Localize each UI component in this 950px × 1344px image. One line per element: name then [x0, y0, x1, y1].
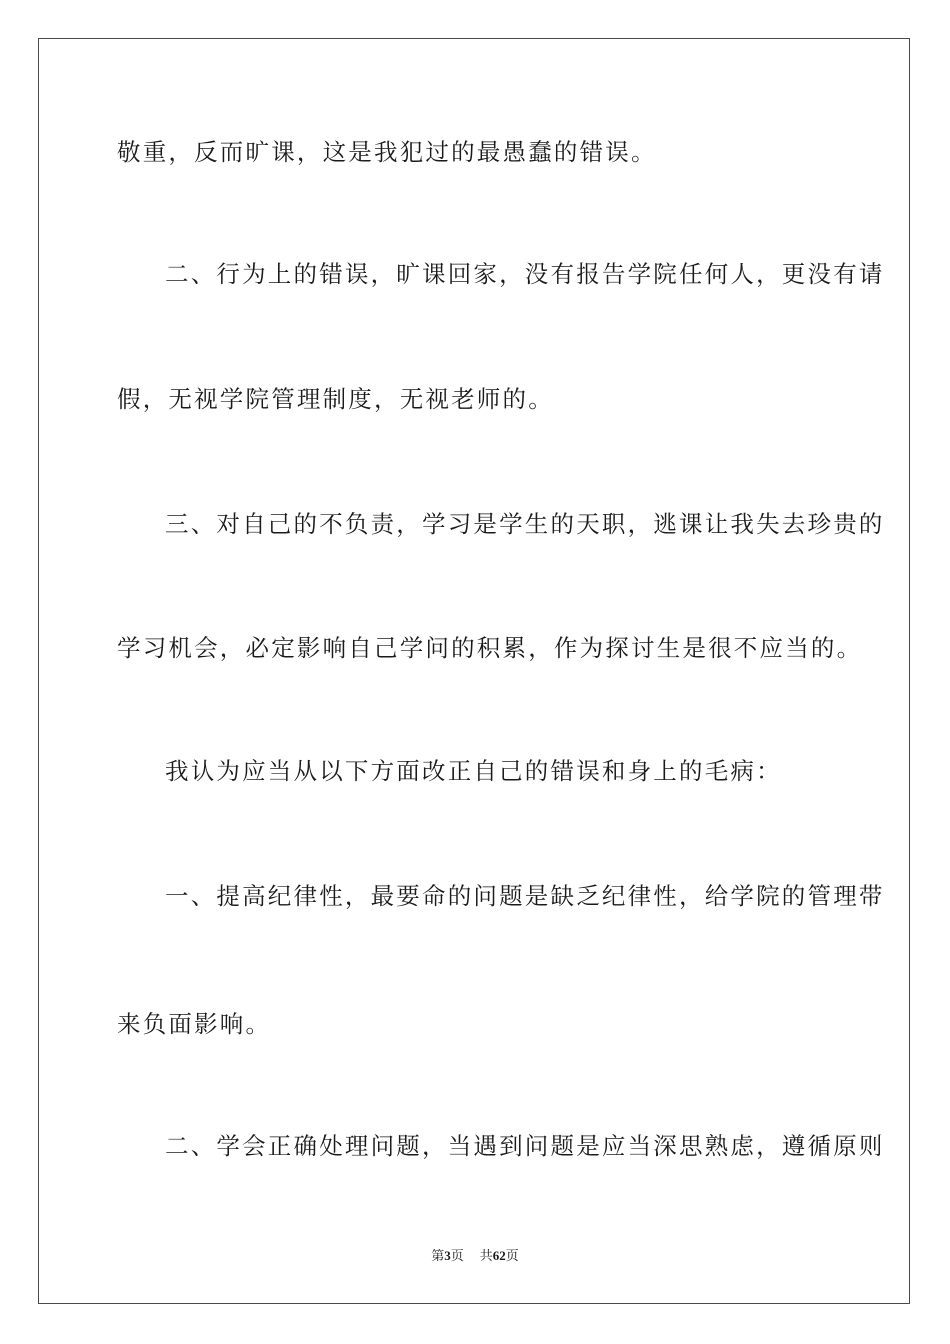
body-text-line: 一、提高纪律性，最要命的问题是缺乏纪律性，给学院的管理带 [165, 882, 885, 910]
total-suffix: 页 [505, 1249, 519, 1264]
body-text-line: 学习机会，必定影响自己学问的积累，作为探讨生是很不应当的。 [117, 634, 863, 662]
body-text-line: 二、行为上的错误，旷课回家，没有报告学院任何人，更没有请 [165, 260, 885, 288]
page-prefix: 第 [431, 1249, 445, 1264]
total-prefix: 共 [479, 1249, 493, 1264]
page-number: 3 [444, 1248, 451, 1263]
page-border [38, 38, 910, 1304]
body-text-line: 敬重，反而旷课，这是我犯过的最愚蠢的错误。 [117, 138, 657, 166]
body-text-line: 来负面影响。 [117, 1010, 272, 1038]
page-footer [0, 1247, 950, 1266]
body-text-line: 我认为应当从以下方面改正自己的错误和身上的毛病： [165, 757, 782, 785]
body-text-line: 二、学会正确处理问题，当遇到问题是应当深思熟虑，遵循原则 [165, 1132, 885, 1160]
body-text-line: 假，无视学院管理制度，无视老师的。 [117, 385, 554, 413]
body-text-line: 三、对自己的不负责，学习是学生的天职，逃课让我失去珍贵的 [165, 510, 885, 538]
page-suffix: 页 [450, 1249, 464, 1264]
total-pages: 62 [492, 1248, 506, 1263]
